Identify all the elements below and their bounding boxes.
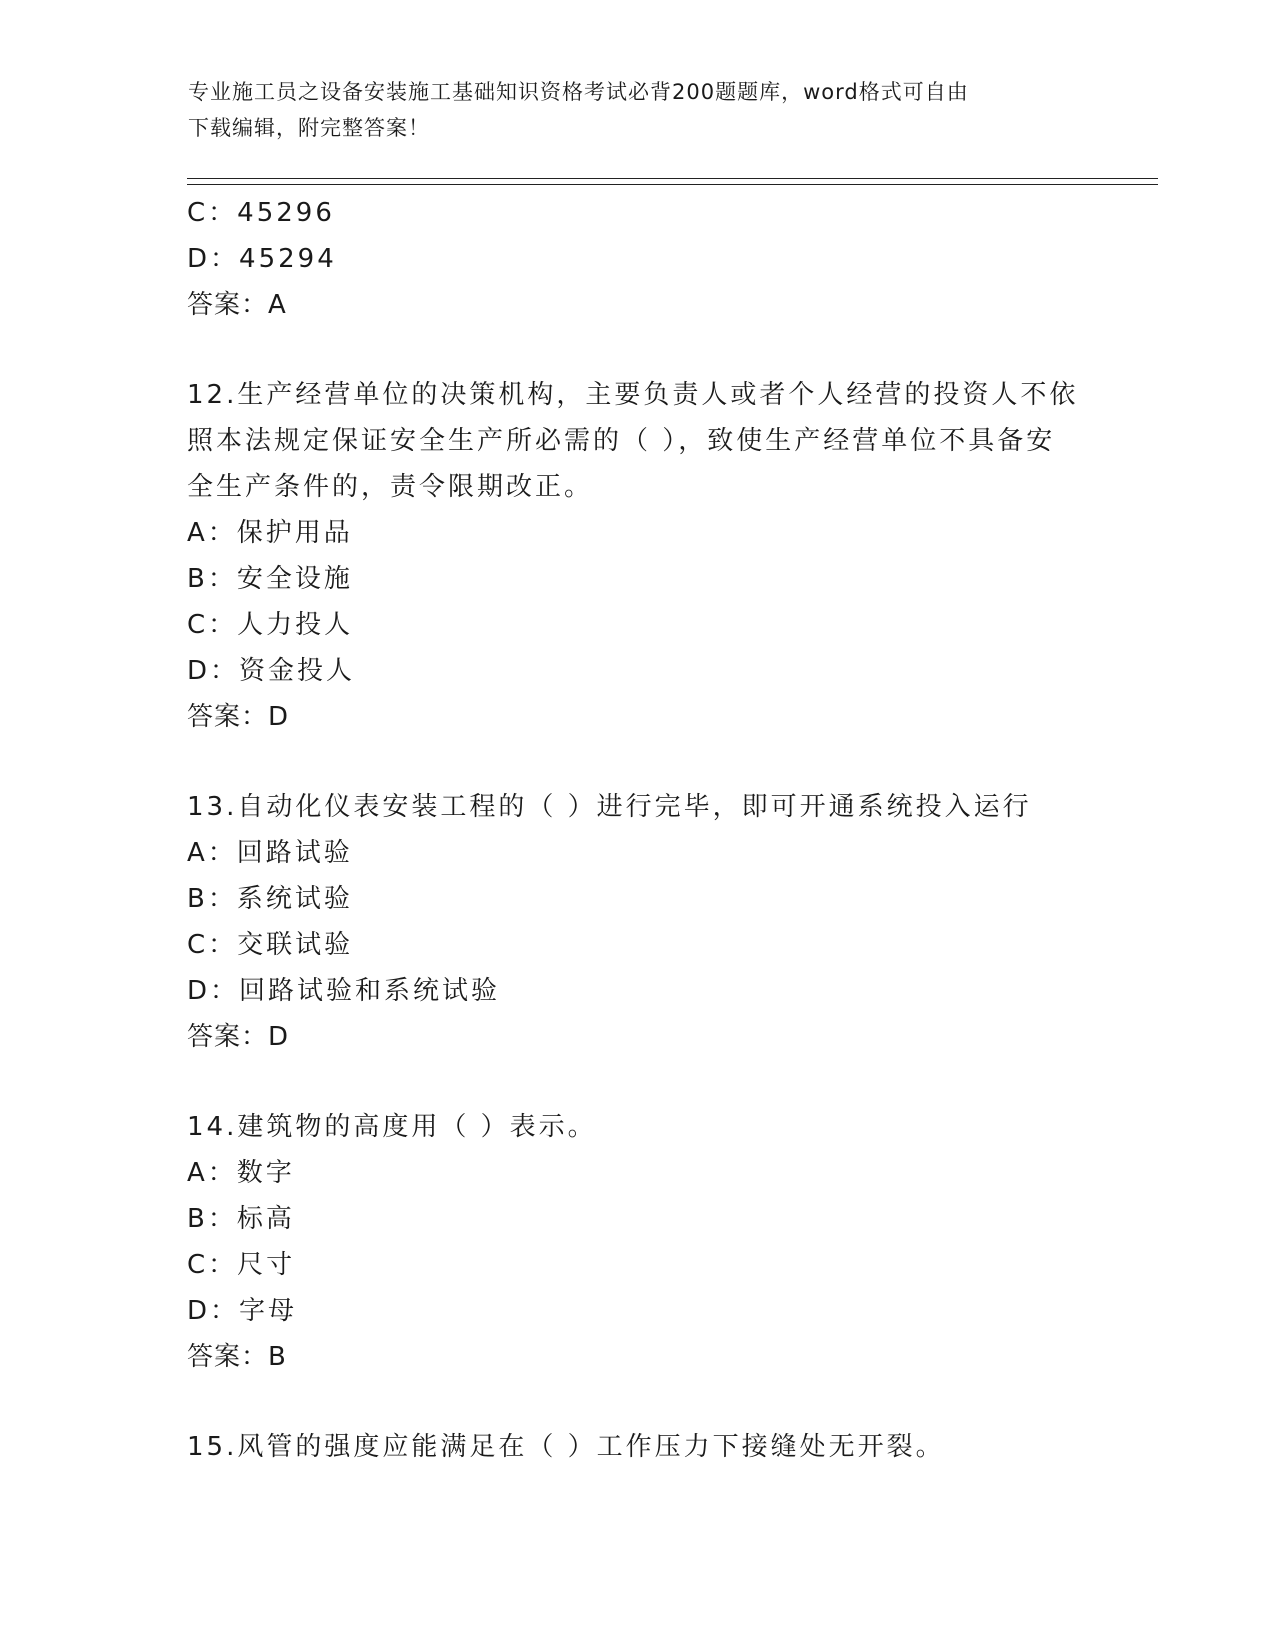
option-b: B：安全设施 bbox=[187, 564, 353, 594]
option-a: A：保护用品 bbox=[187, 518, 353, 548]
question-text-line: 12.生产经营单位的决策机构，主要负责人或者个人经营的投资人不依 bbox=[187, 380, 1079, 410]
answer-line: 答案：D bbox=[187, 702, 290, 732]
question-text-line: 14.建筑物的高度用（ ）表示。 bbox=[187, 1112, 597, 1142]
header-line-2: 下载编辑，附完整答案！ bbox=[188, 116, 430, 140]
question-15 bbox=[187, 1424, 1087, 1470]
answer-line: 答案：A bbox=[187, 290, 287, 320]
page-header bbox=[188, 74, 1088, 146]
option-d: D：45294 bbox=[187, 244, 337, 274]
question-14 bbox=[187, 1104, 1087, 1380]
header-rule-bottom bbox=[187, 184, 1158, 185]
option-c: C：人力投人 bbox=[187, 610, 354, 640]
option-d: D：回路试验和系统试验 bbox=[187, 976, 501, 1006]
option-c: C：尺寸 bbox=[187, 1250, 296, 1280]
option-b: B：标高 bbox=[187, 1204, 295, 1234]
question-text-line: 15.风管的强度应能满足在（ ）工作压力下接缝处无开裂。 bbox=[187, 1432, 945, 1462]
option-d: D：资金投人 bbox=[187, 656, 356, 686]
option-a: A：回路试验 bbox=[187, 838, 353, 868]
question-12 bbox=[187, 372, 1087, 740]
option-c: C：交联试验 bbox=[187, 930, 354, 960]
option-a: A：数字 bbox=[187, 1158, 295, 1188]
answer-line: 答案：B bbox=[187, 1342, 287, 1372]
option-b: B：系统试验 bbox=[187, 884, 353, 914]
option-c: C：45296 bbox=[187, 198, 335, 228]
header-rule-top bbox=[187, 178, 1158, 179]
question-text-line: 全生产条件的，责令限期改正。 bbox=[187, 472, 594, 502]
question-text-line: 13.自动化仪表安装工程的（ ）进行完毕，即可开通系统投入运行 bbox=[187, 792, 1032, 822]
question-text-line: 照本法规定保证安全生产所必需的（ ），致使生产经营单位不具备安 bbox=[187, 426, 1056, 456]
option-d: D：字母 bbox=[187, 1296, 298, 1326]
question-content bbox=[187, 190, 1087, 1470]
header-line-1: 专业施工员之设备安装施工基础知识资格考试必背200题题库，word格式可自由 bbox=[188, 80, 969, 104]
question-13 bbox=[187, 784, 1087, 1060]
answer-line: 答案：D bbox=[187, 1022, 290, 1052]
prev-question bbox=[187, 190, 1087, 328]
